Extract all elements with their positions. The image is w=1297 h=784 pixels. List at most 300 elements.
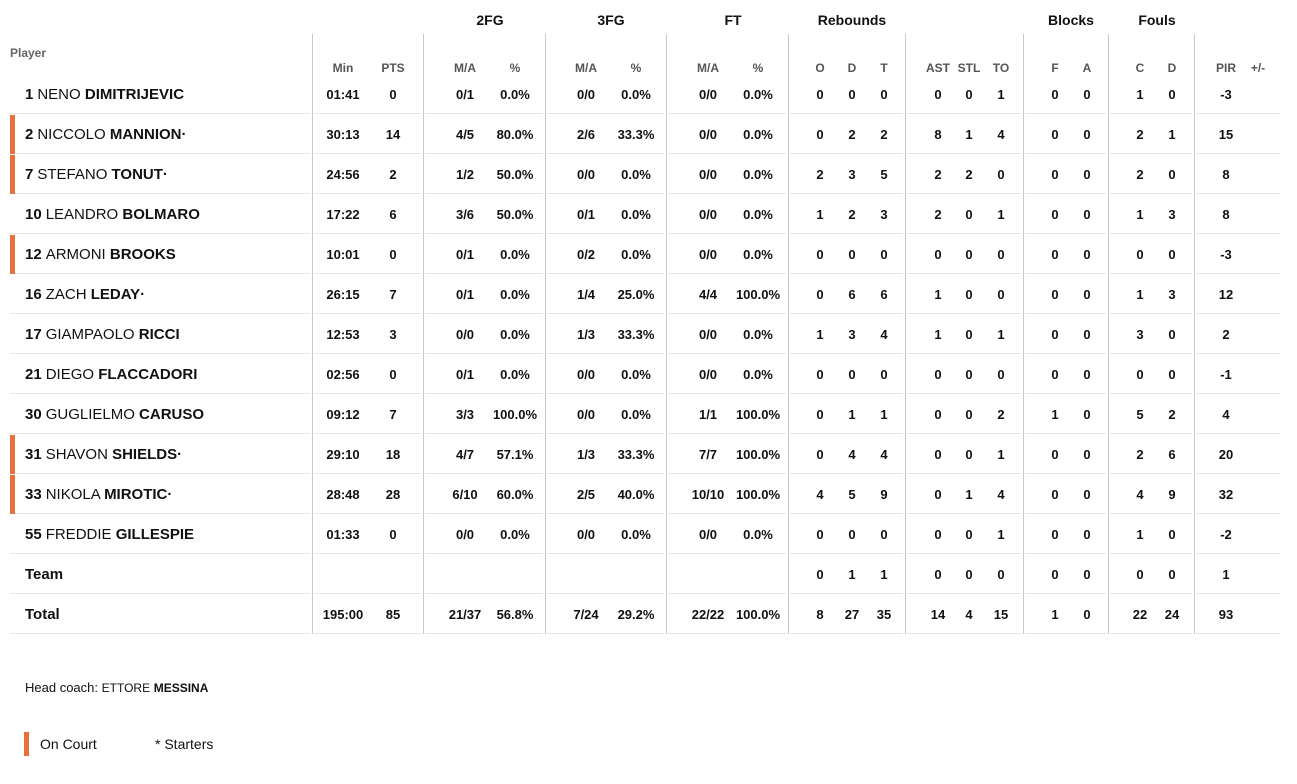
column-header-11: AST [926, 61, 950, 75]
stat-cell: 0 [1051, 327, 1059, 342]
stat-cell: 0 [1083, 287, 1091, 302]
group-header-fouls: Fouls [1138, 12, 1176, 28]
column-header-1: PTS [381, 61, 405, 75]
stat-cell: 3 [389, 327, 397, 342]
stat-cell: 29.2% [617, 607, 655, 622]
stat-cell: 1 [997, 527, 1005, 542]
stat-cell: 0 [1083, 167, 1091, 182]
column-header-2: M/A [454, 61, 476, 75]
group-header-ft: FT [724, 12, 742, 28]
player-last-name: SHIELDS [112, 446, 178, 463]
stat-cell: 27 [844, 607, 860, 622]
stat-cell: 93 [1218, 607, 1234, 622]
stat-cell: 50.0% [496, 167, 534, 182]
stat-cell: 0.0% [743, 127, 773, 142]
stat-cell: 0/1 [455, 287, 475, 302]
stat-cell: 0 [965, 327, 973, 342]
total-row [0, 594, 1297, 634]
stat-cell: 0.0% [621, 207, 651, 222]
stat-cell: 0 [1083, 407, 1091, 422]
player-row [0, 314, 1297, 354]
column-header-13: TO [992, 61, 1010, 75]
group-header-blocks: Blocks [1048, 12, 1094, 28]
stat-cell: 0 [816, 367, 824, 382]
column-header-8: O [815, 61, 825, 75]
stat-cell: 1 [965, 127, 973, 142]
stat-cell: 0 [965, 527, 973, 542]
stat-cell: 33.3% [617, 447, 655, 462]
player-name [25, 86, 184, 103]
row-border [547, 633, 664, 634]
player-name [25, 126, 187, 143]
stat-cell: 0 [1168, 167, 1176, 182]
player-name [25, 166, 168, 183]
stat-cell: 0 [389, 367, 397, 382]
stat-cell: 100.0% [735, 407, 781, 422]
stat-cell: 2 [997, 407, 1005, 422]
stat-cell: 1 [1136, 527, 1144, 542]
stat-cell: 3 [848, 167, 856, 182]
stat-cell: 0 [1168, 567, 1176, 582]
stat-cell: 0 [965, 367, 973, 382]
stat-cell: 0 [816, 87, 824, 102]
stat-cell: 100.0% [735, 487, 781, 502]
stat-cell: 8 [934, 127, 942, 142]
stat-cell: 0 [1083, 207, 1091, 222]
stat-cell: 2 [880, 127, 888, 142]
stat-cell: 5 [880, 167, 888, 182]
stat-cell: 80.0% [496, 127, 534, 142]
stat-cell: 0/2 [576, 247, 596, 262]
player-name [25, 366, 197, 383]
team-row [0, 554, 1297, 594]
stat-cell: 4 [880, 447, 888, 462]
stat-cell: 0 [965, 407, 973, 422]
group-header-rebounds: Rebounds [817, 12, 887, 28]
stat-cell: 0 [816, 407, 824, 422]
stat-cell: 4 [997, 487, 1005, 502]
stat-cell: 0 [1051, 207, 1059, 222]
stat-cell: 0/0 [698, 207, 718, 222]
player-first-name: ZACH [45, 286, 87, 303]
stat-cell: 0.0% [500, 287, 530, 302]
stat-cell: 4 [848, 447, 856, 462]
stat-cell: 7/7 [698, 447, 718, 462]
player-row [0, 434, 1297, 474]
stat-cell: 0 [1083, 527, 1091, 542]
stat-cell: 1 [848, 567, 856, 582]
player-last-name: RICCI [138, 326, 180, 343]
stat-cell: 0 [1051, 87, 1059, 102]
group-headers [0, 0, 1297, 34]
stat-cell: 2 [965, 167, 973, 182]
stat-cell: 2 [1136, 127, 1144, 142]
player-last-name: MANNION [109, 126, 182, 143]
row-border [1196, 633, 1280, 634]
stat-cell: 0 [1051, 287, 1059, 302]
stat-cell: 0.0% [621, 247, 651, 262]
player-last-name: GILLESPIE [115, 526, 195, 543]
stat-cell: -1 [1220, 367, 1232, 382]
stat-cell: 57.1% [496, 447, 534, 462]
stat-cell: 2/6 [576, 127, 596, 142]
stat-cell: -2 [1220, 527, 1232, 542]
stat-cell: 0 [816, 567, 824, 582]
player-last-name: TONUT [111, 166, 163, 183]
player-last-name: BOLMARO [122, 206, 200, 223]
stat-cell: 0/1 [455, 87, 475, 102]
stat-cell: 10/10 [691, 487, 725, 502]
stat-cell: 4/5 [455, 127, 475, 142]
player-first-name: NENO [37, 86, 81, 103]
stat-cell: 85 [385, 607, 401, 622]
stat-cell: 0/0 [698, 247, 718, 262]
stat-cell: 7 [389, 407, 397, 422]
stat-cell: 5 [1136, 407, 1144, 422]
stat-cell: 4/7 [455, 447, 475, 462]
row-border [425, 633, 543, 634]
on-court-swatch [24, 732, 29, 756]
stat-cell: 1 [848, 407, 856, 422]
starter-marker: · [181, 126, 187, 143]
stat-cell: 2 [848, 127, 856, 142]
stat-cell: 0.0% [743, 367, 773, 382]
stat-cell: 0 [1083, 367, 1091, 382]
stat-cell: 0 [1051, 247, 1059, 262]
stat-cell: 0 [1083, 87, 1091, 102]
starter-marker: · [177, 446, 183, 463]
stat-cell: 0 [934, 487, 942, 502]
stat-cell: 0 [880, 87, 888, 102]
stat-cell: 0/0 [576, 527, 596, 542]
stat-cell: 1 [1051, 607, 1059, 622]
stat-cell: 5 [848, 487, 856, 502]
stat-cell: 0 [1051, 447, 1059, 462]
player-last-name: CARUSO [139, 406, 205, 423]
row-border [790, 633, 903, 634]
stat-cell: 0 [1083, 607, 1091, 622]
stat-cell: 40.0% [617, 487, 655, 502]
stat-cell: 14 [385, 127, 401, 142]
stat-cell: 0 [934, 447, 942, 462]
column-header-16: C [1135, 61, 1145, 75]
stat-cell: 1/4 [576, 287, 596, 302]
stat-cell: 1 [1136, 87, 1144, 102]
stat-cell: 24:56 [326, 167, 360, 182]
row-border [1110, 633, 1192, 634]
player-last-name: LEDAY [90, 286, 141, 303]
stat-cell: 20 [1218, 447, 1234, 462]
stat-cell: 1 [997, 447, 1005, 462]
stat-cell: 0 [965, 207, 973, 222]
row-border [1025, 633, 1106, 634]
stat-cell: 0 [848, 87, 856, 102]
row-border [907, 633, 1021, 634]
stat-cell: 0.0% [743, 87, 773, 102]
stat-cell: 0 [816, 527, 824, 542]
stat-cell: 28 [385, 487, 401, 502]
stat-cell: 33.3% [617, 327, 655, 342]
stat-cell: 0.0% [621, 527, 651, 542]
stat-cell: 0 [997, 567, 1005, 582]
column-header-4: M/A [575, 61, 597, 75]
stat-cell: 50.0% [496, 207, 534, 222]
stat-cell: 0 [1051, 487, 1059, 502]
stat-cell: 0 [997, 287, 1005, 302]
stat-cell: 0 [848, 527, 856, 542]
stat-cell: 0 [1051, 567, 1059, 582]
stat-cell: 0.0% [500, 87, 530, 102]
stat-cell: 2 [934, 167, 942, 182]
player-last-name: DIMITRIJEVIC [84, 86, 185, 103]
player-number: 10 [25, 206, 42, 223]
stat-cell: 9 [1168, 487, 1176, 502]
player-name [25, 246, 176, 263]
on-court-marker [10, 155, 15, 194]
stat-cell: 6/10 [452, 487, 478, 502]
group-header-3fg: 3FG [597, 12, 625, 28]
player-first-name: FREDDIE [45, 526, 112, 543]
column-header-12: STL [957, 61, 981, 75]
stat-cell: 0 [848, 367, 856, 382]
column-header-9: D [847, 61, 857, 75]
stat-cell: 1/3 [576, 327, 596, 342]
stat-cell: 2 [1136, 447, 1144, 462]
stat-cell: 1 [880, 567, 888, 582]
stat-cell: 0/0 [455, 527, 475, 542]
column-header-10: T [880, 61, 888, 75]
player-row [0, 474, 1297, 514]
player-number: 31 [25, 446, 42, 463]
stat-cell: 09:12 [326, 407, 360, 422]
stat-cell: 4/4 [698, 287, 718, 302]
stat-cell: 0.0% [500, 327, 530, 342]
column-header-17: D [1167, 61, 1177, 75]
player-name [25, 326, 180, 343]
group-header-2fg: 2FG [476, 12, 504, 28]
stat-cell: 0/0 [698, 367, 718, 382]
stat-cell: 4 [880, 327, 888, 342]
stat-cell: 1 [880, 407, 888, 422]
stat-cell: 01:41 [326, 87, 360, 102]
starter-marker: · [162, 166, 168, 183]
player-first-name: DIEGO [45, 366, 95, 383]
stat-cell: 0 [965, 87, 973, 102]
stat-cell: 0 [389, 87, 397, 102]
stat-cell: 7 [389, 287, 397, 302]
stat-cell: 9 [880, 487, 888, 502]
row-border [668, 633, 786, 634]
stat-cell: 0 [880, 247, 888, 262]
stat-cell: 21/37 [448, 607, 482, 622]
starter-marker: · [167, 486, 173, 503]
stat-cell: 0 [934, 527, 942, 542]
stat-cell: 0.0% [500, 247, 530, 262]
stat-cell: 0 [997, 367, 1005, 382]
stat-cell: 100.0% [735, 607, 781, 622]
stat-cell: 0.0% [621, 87, 651, 102]
stat-cell: 0 [1051, 367, 1059, 382]
stat-cell: 0.0% [621, 407, 651, 422]
column-header-7: % [752, 61, 764, 75]
stat-cell: 0.0% [743, 527, 773, 542]
legend-on-court: On Court [40, 736, 97, 752]
stat-cell: 26:15 [326, 287, 360, 302]
stat-cell: 3 [1168, 207, 1176, 222]
stat-cell: 0 [934, 567, 942, 582]
player-row [0, 74, 1297, 114]
player-first-name: GUGLIELMO [45, 406, 135, 423]
stat-cell: 1/1 [698, 407, 718, 422]
stat-cell: 1 [997, 327, 1005, 342]
stat-cell: 6 [880, 287, 888, 302]
stat-cell: 4 [1136, 487, 1144, 502]
stat-cell: 1 [816, 327, 824, 342]
column-header-0: Min [332, 61, 354, 75]
player-last-name: BROOKS [109, 246, 176, 263]
player-number: 1 [25, 86, 34, 103]
stat-cell: 28:48 [326, 487, 360, 502]
player-number: 33 [25, 486, 42, 503]
stat-cell: 35 [876, 607, 892, 622]
player-rows [0, 74, 1297, 634]
row-border [314, 633, 421, 634]
stat-cell: 0 [1083, 487, 1091, 502]
stat-cell: 0/1 [455, 367, 475, 382]
stat-cell: 60.0% [496, 487, 534, 502]
player-number: 7 [25, 166, 34, 183]
stat-cell: 0 [1168, 327, 1176, 342]
stat-cell: 0 [965, 287, 973, 302]
player-name [25, 526, 194, 543]
stat-cell: 0 [1136, 567, 1144, 582]
stat-cell: 4 [965, 607, 973, 622]
player-number: 16 [25, 286, 42, 303]
head-coach-last-name: MESSINA [153, 681, 209, 695]
stat-cell: 30:13 [326, 127, 360, 142]
stat-cell: 17:22 [326, 207, 360, 222]
player-number: 30 [25, 406, 42, 423]
stat-cell: 0.0% [743, 207, 773, 222]
stat-cell: 0.0% [500, 527, 530, 542]
stat-cell: 8 [1222, 167, 1230, 182]
stat-cell: 0 [1168, 87, 1176, 102]
stat-cell: 100.0% [735, 447, 781, 462]
player-name [25, 406, 204, 423]
stat-cell: 2 [389, 167, 397, 182]
stat-cell: 1 [997, 87, 1005, 102]
stat-cell: 02:56 [326, 367, 360, 382]
player-first-name: STEFANO [37, 166, 108, 183]
stat-cell: 2 [1168, 407, 1176, 422]
player-name [25, 286, 145, 303]
stat-cell: 0 [1168, 527, 1176, 542]
stat-cell: 0 [1083, 447, 1091, 462]
stat-cell: 4 [997, 127, 1005, 142]
stat-cell: 4 [1222, 407, 1230, 422]
stat-cell: 1 [1051, 407, 1059, 422]
player-name [25, 486, 172, 503]
stat-cell: 0 [965, 567, 973, 582]
stat-cell: 0/0 [576, 87, 596, 102]
stat-cell: 0 [1051, 527, 1059, 542]
column-header-5: % [630, 61, 642, 75]
stat-cell: 6 [848, 287, 856, 302]
stat-cell: 2 [1222, 327, 1230, 342]
stat-cell: 0.0% [743, 327, 773, 342]
stat-cell: 1 [1136, 287, 1144, 302]
stat-cell: 0/0 [576, 407, 596, 422]
stat-cell: 56.8% [496, 607, 534, 622]
row-border [10, 633, 310, 634]
stat-cell: 0 [389, 527, 397, 542]
player-number: 55 [25, 526, 42, 543]
stat-cell: 4 [816, 487, 824, 502]
stat-cell: 3 [880, 207, 888, 222]
stat-cell: 0 [965, 247, 973, 262]
stat-cell: 0.0% [621, 167, 651, 182]
player-number: 21 [25, 366, 42, 383]
stat-cell: 0 [1083, 127, 1091, 142]
stat-cell: 0/0 [698, 527, 718, 542]
stat-cell: 0 [816, 287, 824, 302]
stat-cell: 1 [816, 207, 824, 222]
stat-cell: 0 [880, 527, 888, 542]
player-row [0, 194, 1297, 234]
stat-cell: 0 [934, 247, 942, 262]
stat-cell: 14 [930, 607, 946, 622]
stat-cell: 0 [1083, 567, 1091, 582]
on-court-marker [10, 235, 15, 274]
player-first-name: ARMONI [45, 246, 106, 263]
column-header-14: F [1051, 61, 1059, 75]
stat-cell: -3 [1220, 247, 1232, 262]
stat-cell: 1 [934, 287, 942, 302]
stat-cell: 100.0% [492, 407, 538, 422]
stat-cell: 12 [1218, 287, 1234, 302]
stat-cell: 15 [1218, 127, 1234, 142]
player-number: 17 [25, 326, 42, 343]
stat-cell: 1/2 [455, 167, 475, 182]
column-headers [0, 34, 1297, 74]
team-label: Team [25, 566, 64, 583]
column-header-19: +/- [1250, 61, 1266, 75]
player-row [0, 354, 1297, 394]
player-row [0, 234, 1297, 274]
stat-cell: 195:00 [322, 607, 364, 622]
stat-cell: 33.3% [617, 127, 655, 142]
stat-cell: 0/0 [698, 87, 718, 102]
stat-cell: 0/1 [455, 247, 475, 262]
stat-cell: 0 [816, 247, 824, 262]
stat-cell: 0 [848, 247, 856, 262]
stat-cell: 0 [934, 367, 942, 382]
head-coach-label: Head coach: [25, 680, 98, 695]
stat-cell: 12:53 [326, 327, 360, 342]
stat-cell: 0 [1051, 167, 1059, 182]
stat-cell: 2 [816, 167, 824, 182]
on-court-marker [10, 435, 15, 474]
player-column-header: Player [10, 46, 47, 60]
on-court-marker [10, 115, 15, 154]
stat-cell: 0/0 [698, 327, 718, 342]
stat-cell: 22 [1132, 607, 1148, 622]
player-name [25, 446, 182, 463]
stat-cell: 8 [816, 607, 824, 622]
stat-cell: 3 [1168, 287, 1176, 302]
stat-cell: 0/0 [698, 167, 718, 182]
stat-cell: 0/1 [576, 207, 596, 222]
